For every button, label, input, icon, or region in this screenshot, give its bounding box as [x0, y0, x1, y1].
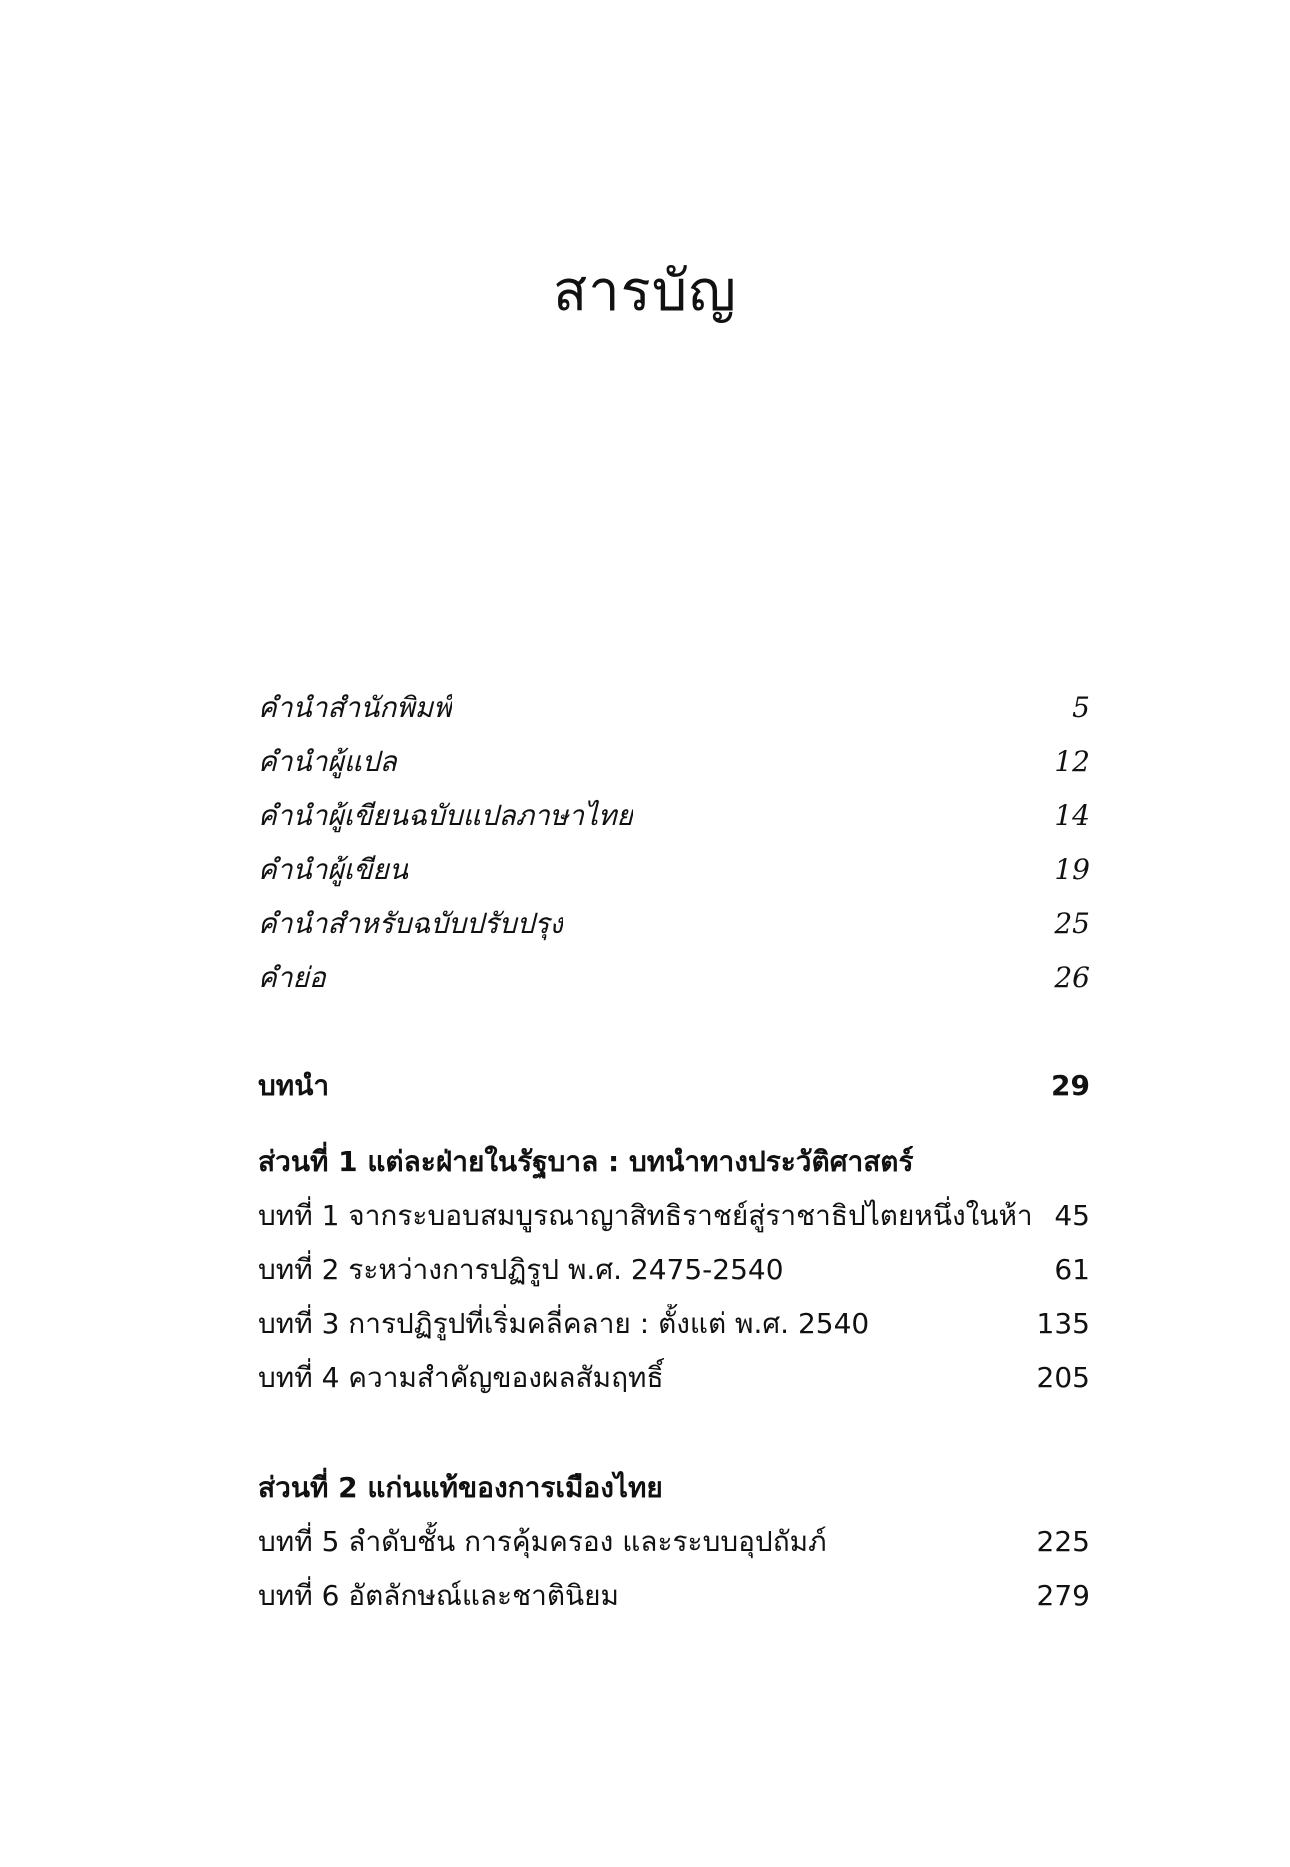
toc-entry-page: 205 [1036, 1361, 1090, 1394]
toc-entry-page: 5 [1072, 691, 1090, 724]
toc-entry-page: 29 [1051, 1069, 1090, 1102]
toc-entry-page: 25 [1054, 907, 1090, 940]
toc-entry-label: บทที่ 5 ลำดับชั้น การคุ้มครอง และระบบอุปถัมภ์ [258, 1525, 827, 1558]
toc-entry-revised-edition-foreword[interactable] [258, 904, 1090, 944]
toc-entry-label: คำนำผู้เขียนฉบับแปลภาษาไทย [258, 799, 633, 832]
toc-entry-chapter-6[interactable] [258, 1576, 1090, 1616]
toc-entry-page: 26 [1054, 961, 1090, 994]
toc-entry-label: บทนำ [258, 1069, 330, 1102]
toc-entry-label: คำนำผู้เขียน [258, 853, 408, 886]
toc-entry-label: บทที่ 2 ระหว่างการปฏิรูป พ.ศ. 2475-2540 [258, 1253, 784, 1286]
toc-entry-chapter-3[interactable] [258, 1304, 1090, 1344]
toc-entry-label: คำนำสำนักพิมพ์ [258, 691, 452, 724]
toc-entry-label: บทที่ 4 ความสำคัญของผลสัมฤทธิ์ [258, 1361, 664, 1394]
toc-entry-page: 279 [1036, 1579, 1090, 1612]
toc-entry-label: คำนำสำหรับฉบับปรับปรุง [258, 907, 564, 940]
toc-entry-chapter-2[interactable] [258, 1250, 1090, 1290]
toc-entry-page: 135 [1036, 1307, 1090, 1340]
toc-entry-page: 19 [1054, 853, 1090, 886]
toc-entry-introduction[interactable] [258, 1066, 1090, 1106]
toc-entry-label: คำย่อ [258, 961, 326, 994]
part-heading-2[interactable]: ส่วนที่ 2 แก่นแท้ของการเมืองไทย [258, 1471, 663, 1504]
toc-entry-label: คำนำผู้แปล [258, 745, 397, 778]
toc-entry-chapter-5[interactable] [258, 1522, 1090, 1562]
toc-entry-page: 225 [1036, 1525, 1090, 1558]
toc-entry-chapter-4[interactable] [258, 1358, 1090, 1398]
toc-entry-author-foreword-thai-edition[interactable] [258, 796, 1090, 836]
toc-entry-author-foreword[interactable] [258, 850, 1090, 890]
toc-entry-page: 14 [1054, 799, 1090, 832]
toc-entry-translator-foreword[interactable] [258, 742, 1090, 782]
toc-entry-label: บทที่ 1 จากระบอบสมบูรณาญาสิทธิราชย์สู่ราชาธิปไตยหนึ่งในห้า [258, 1199, 1033, 1232]
part-heading-1[interactable]: ส่วนที่ 1 แต่ละฝ่ายในรัฐบาล : บทนำทางประวัติศาสตร์ [258, 1145, 914, 1178]
page-title: สารบัญ [553, 259, 737, 324]
toc-entry-label: บทที่ 3 การปฏิรูปที่เริ่มคลี่คลาย : ตั้งแต่ พ.ศ. 2540 [258, 1307, 870, 1340]
toc-entry-abbreviations[interactable] [258, 958, 1090, 998]
toc-entry-page: 12 [1054, 745, 1090, 778]
toc-entry-page: 45 [1054, 1199, 1090, 1232]
toc-entry-chapter-1[interactable] [258, 1196, 1090, 1236]
toc-entry-page: 61 [1054, 1253, 1090, 1286]
toc-entry-publisher-foreword[interactable] [258, 688, 1090, 728]
toc-entry-label: บทที่ 6 อัตลักษณ์และชาตินิยม [258, 1579, 620, 1612]
